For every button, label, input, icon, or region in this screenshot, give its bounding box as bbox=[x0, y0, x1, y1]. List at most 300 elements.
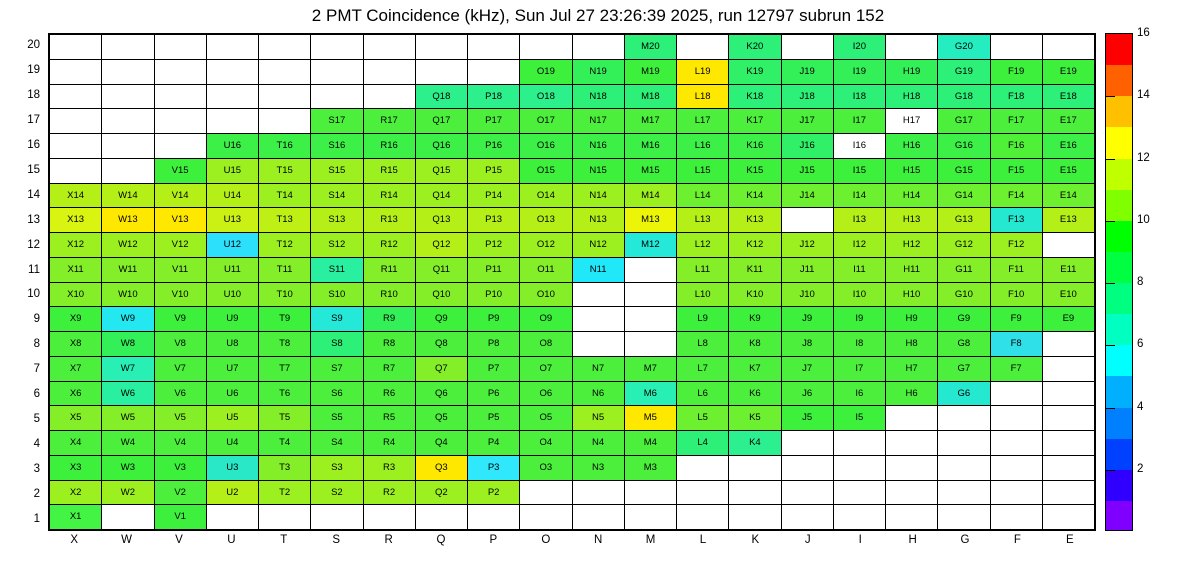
heatmap-cell: M20 bbox=[624, 35, 676, 60]
heatmap-cell: N5 bbox=[572, 406, 624, 431]
heatmap-row bbox=[50, 35, 1095, 60]
heatmap-cell bbox=[938, 480, 990, 505]
heatmap-cell: I18 bbox=[833, 84, 885, 109]
heatmap-cell: N6 bbox=[572, 381, 624, 406]
heatmap-cell bbox=[50, 134, 102, 159]
heatmap-cell: F9 bbox=[990, 307, 1042, 332]
heatmap-cell: K7 bbox=[729, 356, 781, 381]
y-axis-tick-label: 5 bbox=[33, 412, 40, 425]
heatmap-cell: O11 bbox=[520, 257, 572, 282]
heatmap-cell: I20 bbox=[833, 35, 885, 60]
heatmap-cell: O5 bbox=[520, 406, 572, 431]
heatmap-cell: Q4 bbox=[415, 431, 467, 456]
heatmap-cell: U9 bbox=[206, 307, 258, 332]
heatmap-cell: L16 bbox=[677, 134, 729, 159]
heatmap-cell: N7 bbox=[572, 356, 624, 381]
heatmap-cell bbox=[624, 332, 676, 357]
heatmap-cell: W4 bbox=[102, 431, 154, 456]
y-axis-tick-label: 17 bbox=[27, 114, 40, 127]
heatmap-cell: G12 bbox=[938, 233, 990, 258]
heatmap-cell bbox=[781, 480, 833, 505]
heatmap-cell: R12 bbox=[363, 233, 415, 258]
x-axis-tick-label: V bbox=[175, 534, 183, 546]
heatmap-cell: P7 bbox=[468, 356, 520, 381]
heatmap-cell: O10 bbox=[520, 282, 572, 307]
heatmap-cell bbox=[154, 134, 206, 159]
heatmap-cell bbox=[990, 406, 1042, 431]
heatmap-cell: F10 bbox=[990, 282, 1042, 307]
heatmap-cell: F14 bbox=[990, 183, 1042, 208]
y-axis-tick-label: 13 bbox=[27, 213, 40, 226]
x-axis-tick-label: R bbox=[384, 534, 393, 546]
y-axis-tick-label: 2 bbox=[33, 487, 40, 500]
heatmap-cell: R9 bbox=[363, 307, 415, 332]
heatmap-cell bbox=[886, 480, 938, 505]
heatmap-cell: V4 bbox=[154, 431, 206, 456]
colorbar-band bbox=[1106, 345, 1132, 376]
heatmap-cell: J14 bbox=[781, 183, 833, 208]
heatmap-cell: W13 bbox=[102, 208, 154, 233]
heatmap-cell: P8 bbox=[468, 332, 520, 357]
heatmap-cell: Q9 bbox=[415, 307, 467, 332]
heatmap-cell: Q12 bbox=[415, 233, 467, 258]
heatmap-cell: Q15 bbox=[415, 158, 467, 183]
heatmap-cell: P15 bbox=[468, 158, 520, 183]
colorbar-tick-label: 8 bbox=[1137, 276, 1144, 288]
x-axis-labels bbox=[48, 534, 1096, 554]
colorbar-band bbox=[1106, 408, 1132, 439]
heatmap-cell: I6 bbox=[833, 381, 885, 406]
y-axis-tick-label: 20 bbox=[27, 39, 40, 52]
heatmap-cell bbox=[833, 480, 885, 505]
heatmap-cell: R14 bbox=[363, 183, 415, 208]
heatmap-cell bbox=[154, 59, 206, 84]
heatmap-cell: T10 bbox=[259, 282, 311, 307]
heatmap-row bbox=[50, 406, 1095, 431]
heatmap-row bbox=[50, 431, 1095, 456]
y-axis-tick-label: 12 bbox=[27, 238, 40, 251]
heatmap-cell: V1 bbox=[154, 505, 206, 530]
heatmap-cell bbox=[990, 480, 1042, 505]
heatmap-cell: I14 bbox=[833, 183, 885, 208]
heatmap-cell: S10 bbox=[311, 282, 363, 307]
heatmap-cell bbox=[729, 505, 781, 530]
heatmap-cell bbox=[833, 455, 885, 480]
heatmap-cell: O16 bbox=[520, 134, 572, 159]
heatmap-cell: F17 bbox=[990, 109, 1042, 134]
heatmap-cell: H18 bbox=[886, 84, 938, 109]
heatmap-cell: H15 bbox=[886, 158, 938, 183]
heatmap-cell: V13 bbox=[154, 208, 206, 233]
heatmap-cell bbox=[938, 406, 990, 431]
heatmap-row bbox=[50, 208, 1095, 233]
heatmap-cell: F11 bbox=[990, 257, 1042, 282]
heatmap-cell: J8 bbox=[781, 332, 833, 357]
heatmap-cell bbox=[572, 332, 624, 357]
heatmap-cell: X2 bbox=[50, 480, 102, 505]
heatmap-cell bbox=[990, 505, 1042, 530]
heatmap-cell: T2 bbox=[259, 480, 311, 505]
heatmap-cell: T11 bbox=[259, 257, 311, 282]
heatmap-cell: I17 bbox=[833, 109, 885, 134]
heatmap-cell: S6 bbox=[311, 381, 363, 406]
x-axis-tick-label: E bbox=[1065, 534, 1074, 546]
heatmap-cell bbox=[415, 35, 467, 60]
heatmap-cell bbox=[624, 257, 676, 282]
heatmap-cell: T4 bbox=[259, 431, 311, 456]
colorbar-band bbox=[1106, 221, 1132, 252]
colorbar-band bbox=[1106, 283, 1132, 314]
heatmap-cell: T16 bbox=[259, 134, 311, 159]
heatmap-cell: H8 bbox=[886, 332, 938, 357]
heatmap-cell: M18 bbox=[624, 84, 676, 109]
heatmap-cell: T12 bbox=[259, 233, 311, 258]
heatmap-cell bbox=[102, 109, 154, 134]
heatmap-cell: J11 bbox=[781, 257, 833, 282]
heatmap-cell bbox=[1042, 356, 1094, 381]
heatmap-cell: S9 bbox=[311, 307, 363, 332]
heatmap-cell: P12 bbox=[468, 233, 520, 258]
heatmap-cell: L11 bbox=[677, 257, 729, 282]
heatmap-cell: L15 bbox=[677, 158, 729, 183]
heatmap-cell: N17 bbox=[572, 109, 624, 134]
heatmap-cell: W7 bbox=[102, 356, 154, 381]
heatmap-cell: V8 bbox=[154, 332, 206, 357]
heatmap-cell: H14 bbox=[886, 183, 938, 208]
heatmap-cell: V6 bbox=[154, 381, 206, 406]
heatmap-cell: U7 bbox=[206, 356, 258, 381]
heatmap-cell bbox=[468, 505, 520, 530]
heatmap-cell bbox=[259, 505, 311, 530]
heatmap-cell bbox=[102, 59, 154, 84]
heatmap-cell: M3 bbox=[624, 455, 676, 480]
heatmap-cell: U5 bbox=[206, 406, 258, 431]
x-axis-tick-label: I bbox=[858, 534, 862, 546]
heatmap-row bbox=[50, 307, 1095, 332]
colorbar-tick-label: 12 bbox=[1137, 151, 1150, 164]
heatmap-cell bbox=[311, 505, 363, 530]
heatmap-cell: L14 bbox=[677, 183, 729, 208]
heatmap-cell: J15 bbox=[781, 158, 833, 183]
heatmap-cell bbox=[886, 505, 938, 530]
heatmap-cell: P3 bbox=[468, 455, 520, 480]
heatmap-cell: V7 bbox=[154, 356, 206, 381]
heatmap-cell bbox=[886, 455, 938, 480]
heatmap-cell: U10 bbox=[206, 282, 258, 307]
heatmap-cell bbox=[363, 505, 415, 530]
heatmap-cell: E17 bbox=[1042, 109, 1094, 134]
colorbar bbox=[1105, 33, 1133, 531]
x-axis-tick-label: J bbox=[804, 534, 811, 546]
heatmap-row bbox=[50, 282, 1095, 307]
heatmap-cell bbox=[50, 84, 102, 109]
heatmap-cell: P17 bbox=[468, 109, 520, 134]
heatmap-cell: L7 bbox=[677, 356, 729, 381]
heatmap-cell: S2 bbox=[311, 480, 363, 505]
heatmap-row bbox=[50, 59, 1095, 84]
heatmap-row bbox=[50, 257, 1095, 282]
heatmap-cell: X11 bbox=[50, 257, 102, 282]
heatmap-cell bbox=[781, 208, 833, 233]
heatmap-cell: O3 bbox=[520, 455, 572, 480]
heatmap-cell: K16 bbox=[729, 134, 781, 159]
heatmap-cell: Q7 bbox=[415, 356, 467, 381]
y-axis-tick-label: 9 bbox=[33, 313, 40, 326]
heatmap-cell: M19 bbox=[624, 59, 676, 84]
x-axis-tick-label: L bbox=[699, 534, 707, 546]
heatmap-cell bbox=[102, 35, 154, 60]
heatmap-cell bbox=[781, 505, 833, 530]
heatmap-cell: P6 bbox=[468, 381, 520, 406]
heatmap-cell bbox=[1042, 332, 1094, 357]
heatmap-row bbox=[50, 480, 1095, 505]
heatmap-cell: O18 bbox=[520, 84, 572, 109]
heatmap-cell bbox=[624, 505, 676, 530]
heatmap-row bbox=[50, 84, 1095, 109]
heatmap-cell: P14 bbox=[468, 183, 520, 208]
heatmap-cell: T15 bbox=[259, 158, 311, 183]
y-axis-tick-label: 19 bbox=[27, 64, 40, 77]
y-axis-tick-label: 3 bbox=[33, 462, 40, 475]
heatmap-cell: N4 bbox=[572, 431, 624, 456]
heatmap-cell bbox=[154, 35, 206, 60]
heatmap-cell bbox=[206, 505, 258, 530]
heatmap-cell: T13 bbox=[259, 208, 311, 233]
colorbar-tick-label: 10 bbox=[1137, 213, 1150, 226]
heatmap-cell: K6 bbox=[729, 381, 781, 406]
heatmap-cell: G14 bbox=[938, 183, 990, 208]
heatmap-cell: R7 bbox=[363, 356, 415, 381]
heatmap-cell: R17 bbox=[363, 109, 415, 134]
heatmap-cell: O14 bbox=[520, 183, 572, 208]
y-axis-tick-label: 7 bbox=[33, 363, 40, 376]
heatmap-cell bbox=[363, 35, 415, 60]
heatmap-row bbox=[50, 381, 1095, 406]
heatmap-cell bbox=[520, 35, 572, 60]
heatmap-cell bbox=[572, 480, 624, 505]
heatmap-cell: F7 bbox=[990, 356, 1042, 381]
heatmap-cell: K18 bbox=[729, 84, 781, 109]
heatmap-cell: I19 bbox=[833, 59, 885, 84]
heatmap-cell: E11 bbox=[1042, 257, 1094, 282]
heatmap-cell: U3 bbox=[206, 455, 258, 480]
heatmap-cell: M16 bbox=[624, 134, 676, 159]
heatmap-cell: R6 bbox=[363, 381, 415, 406]
heatmap-cell: X14 bbox=[50, 183, 102, 208]
heatmap-cell: L8 bbox=[677, 332, 729, 357]
heatmap-cell: V9 bbox=[154, 307, 206, 332]
heatmap-cell: K12 bbox=[729, 233, 781, 258]
heatmap-cell: H19 bbox=[886, 59, 938, 84]
x-axis-tick-label: K bbox=[751, 534, 760, 546]
heatmap-cell: E19 bbox=[1042, 59, 1094, 84]
heatmap-cell: O7 bbox=[520, 356, 572, 381]
colorbar-tick bbox=[1106, 221, 1115, 222]
heatmap-cell: I16 bbox=[833, 134, 885, 159]
colorbar-tick bbox=[1106, 408, 1115, 409]
heatmap-cell bbox=[938, 431, 990, 456]
heatmap-cell: P10 bbox=[468, 282, 520, 307]
heatmap-cell bbox=[206, 84, 258, 109]
heatmap-cell: L18 bbox=[677, 84, 729, 109]
heatmap-cell: J10 bbox=[781, 282, 833, 307]
colorbar-band bbox=[1106, 501, 1132, 531]
heatmap-cell: O13 bbox=[520, 208, 572, 233]
heatmap-cell: O15 bbox=[520, 158, 572, 183]
x-axis-tick-label: G bbox=[960, 534, 970, 546]
heatmap-cell: I12 bbox=[833, 233, 885, 258]
heatmap-cell: U12 bbox=[206, 233, 258, 258]
heatmap-cell bbox=[50, 59, 102, 84]
heatmap-cell: K5 bbox=[729, 406, 781, 431]
heatmap-cell: O6 bbox=[520, 381, 572, 406]
heatmap-cell: G9 bbox=[938, 307, 990, 332]
heatmap-cell: O8 bbox=[520, 332, 572, 357]
heatmap-cell: M17 bbox=[624, 109, 676, 134]
heatmap-cell bbox=[990, 381, 1042, 406]
heatmap-cell bbox=[206, 35, 258, 60]
heatmap-cell: T14 bbox=[259, 183, 311, 208]
heatmap-cell bbox=[990, 35, 1042, 60]
heatmap-cell bbox=[206, 59, 258, 84]
heatmap-grid bbox=[49, 34, 1095, 530]
colorbar-tick bbox=[1106, 159, 1115, 160]
heatmap-cell: P9 bbox=[468, 307, 520, 332]
heatmap-cell bbox=[259, 59, 311, 84]
x-axis-tick-label: Q bbox=[436, 534, 446, 546]
heatmap-cell bbox=[102, 158, 154, 183]
heatmap-cell: H12 bbox=[886, 233, 938, 258]
heatmap-cell: N11 bbox=[572, 257, 624, 282]
colorbar-tick-label: 2 bbox=[1137, 462, 1144, 475]
heatmap-cell bbox=[1042, 406, 1094, 431]
heatmap-cell bbox=[938, 505, 990, 530]
heatmap-cell bbox=[206, 109, 258, 134]
colorbar-tick bbox=[1106, 345, 1115, 346]
y-axis-tick-label: 16 bbox=[27, 139, 40, 152]
heatmap-row bbox=[50, 332, 1095, 357]
heatmap-cell: T8 bbox=[259, 332, 311, 357]
heatmap-cell bbox=[50, 35, 102, 60]
heatmap-cell: H10 bbox=[886, 282, 938, 307]
heatmap-cell bbox=[363, 59, 415, 84]
heatmap-cell bbox=[624, 282, 676, 307]
heatmap-cell: K11 bbox=[729, 257, 781, 282]
heatmap-cell bbox=[677, 455, 729, 480]
heatmap-cell bbox=[886, 406, 938, 431]
heatmap-cell: Q14 bbox=[415, 183, 467, 208]
heatmap-cell: E15 bbox=[1042, 158, 1094, 183]
heatmap-cell: S12 bbox=[311, 233, 363, 258]
heatmap-cell bbox=[1042, 381, 1094, 406]
colorbar-tick bbox=[1106, 96, 1115, 97]
heatmap-cell: K4 bbox=[729, 431, 781, 456]
heatmap-row bbox=[50, 505, 1095, 530]
heatmap-cell: G7 bbox=[938, 356, 990, 381]
heatmap-cell: G6 bbox=[938, 381, 990, 406]
heatmap-cell: M14 bbox=[624, 183, 676, 208]
y-axis-tick-label: 15 bbox=[27, 163, 40, 176]
colorbar-band bbox=[1106, 159, 1132, 190]
heatmap-cell: E16 bbox=[1042, 134, 1094, 159]
heatmap-cell: V15 bbox=[154, 158, 206, 183]
heatmap-cell: L6 bbox=[677, 381, 729, 406]
heatmap-cell: G13 bbox=[938, 208, 990, 233]
colorbar-band bbox=[1106, 470, 1132, 501]
heatmap-cell bbox=[1042, 431, 1094, 456]
heatmap-cell: P18 bbox=[468, 84, 520, 109]
heatmap-cell: I15 bbox=[833, 158, 885, 183]
heatmap-cell: V5 bbox=[154, 406, 206, 431]
heatmap-cell bbox=[781, 431, 833, 456]
heatmap-cell: K10 bbox=[729, 282, 781, 307]
heatmap-cell: U14 bbox=[206, 183, 258, 208]
heatmap-cell: T7 bbox=[259, 356, 311, 381]
heatmap-cell: I9 bbox=[833, 307, 885, 332]
heatmap-cell: E18 bbox=[1042, 84, 1094, 109]
heatmap-row bbox=[50, 158, 1095, 183]
heatmap-cell: S16 bbox=[311, 134, 363, 159]
colorbar-band bbox=[1106, 96, 1132, 127]
heatmap-cell: Q2 bbox=[415, 480, 467, 505]
heatmap-cell bbox=[886, 431, 938, 456]
heatmap-cell: L9 bbox=[677, 307, 729, 332]
heatmap-cell: W5 bbox=[102, 406, 154, 431]
heatmap-cell: K20 bbox=[729, 35, 781, 60]
heatmap-cell bbox=[624, 307, 676, 332]
heatmap-cell: G16 bbox=[938, 134, 990, 159]
heatmap-cell: M7 bbox=[624, 356, 676, 381]
heatmap-cell bbox=[311, 84, 363, 109]
heatmap-row bbox=[50, 134, 1095, 159]
heatmap-cell: I5 bbox=[833, 406, 885, 431]
heatmap-cell: F8 bbox=[990, 332, 1042, 357]
heatmap-cell: G8 bbox=[938, 332, 990, 357]
heatmap-cell: S7 bbox=[311, 356, 363, 381]
heatmap-cell: X1 bbox=[50, 505, 102, 530]
heatmap-cell bbox=[520, 505, 572, 530]
heatmap-cell: P11 bbox=[468, 257, 520, 282]
heatmap-cell: G17 bbox=[938, 109, 990, 134]
heatmap-cell: F16 bbox=[990, 134, 1042, 159]
colorbar-tick-label: 16 bbox=[1137, 27, 1150, 39]
y-axis-tick-label: 11 bbox=[28, 263, 40, 276]
heatmap-cell: W3 bbox=[102, 455, 154, 480]
heatmap-cell: V11 bbox=[154, 257, 206, 282]
heatmap-cell bbox=[415, 59, 467, 84]
heatmap-cell: S15 bbox=[311, 158, 363, 183]
heatmap-cell bbox=[1042, 233, 1094, 258]
heatmap-cell bbox=[572, 282, 624, 307]
heatmap-cell: Q5 bbox=[415, 406, 467, 431]
heatmap-cell: E10 bbox=[1042, 282, 1094, 307]
heatmap-row bbox=[50, 233, 1095, 258]
heatmap-cell bbox=[102, 84, 154, 109]
heatmap-cell bbox=[938, 455, 990, 480]
heatmap-cell: M13 bbox=[624, 208, 676, 233]
heatmap-cell: G20 bbox=[938, 35, 990, 60]
heatmap-cell: M15 bbox=[624, 158, 676, 183]
heatmap-cell: T3 bbox=[259, 455, 311, 480]
heatmap-cell: Q13 bbox=[415, 208, 467, 233]
heatmap-cell: R15 bbox=[363, 158, 415, 183]
heatmap-cell bbox=[572, 307, 624, 332]
colorbar-tick bbox=[1106, 283, 1115, 284]
heatmap-cell: N19 bbox=[572, 59, 624, 84]
heatmap-cell bbox=[781, 455, 833, 480]
heatmap-cell: G15 bbox=[938, 158, 990, 183]
heatmap-cell: T6 bbox=[259, 381, 311, 406]
